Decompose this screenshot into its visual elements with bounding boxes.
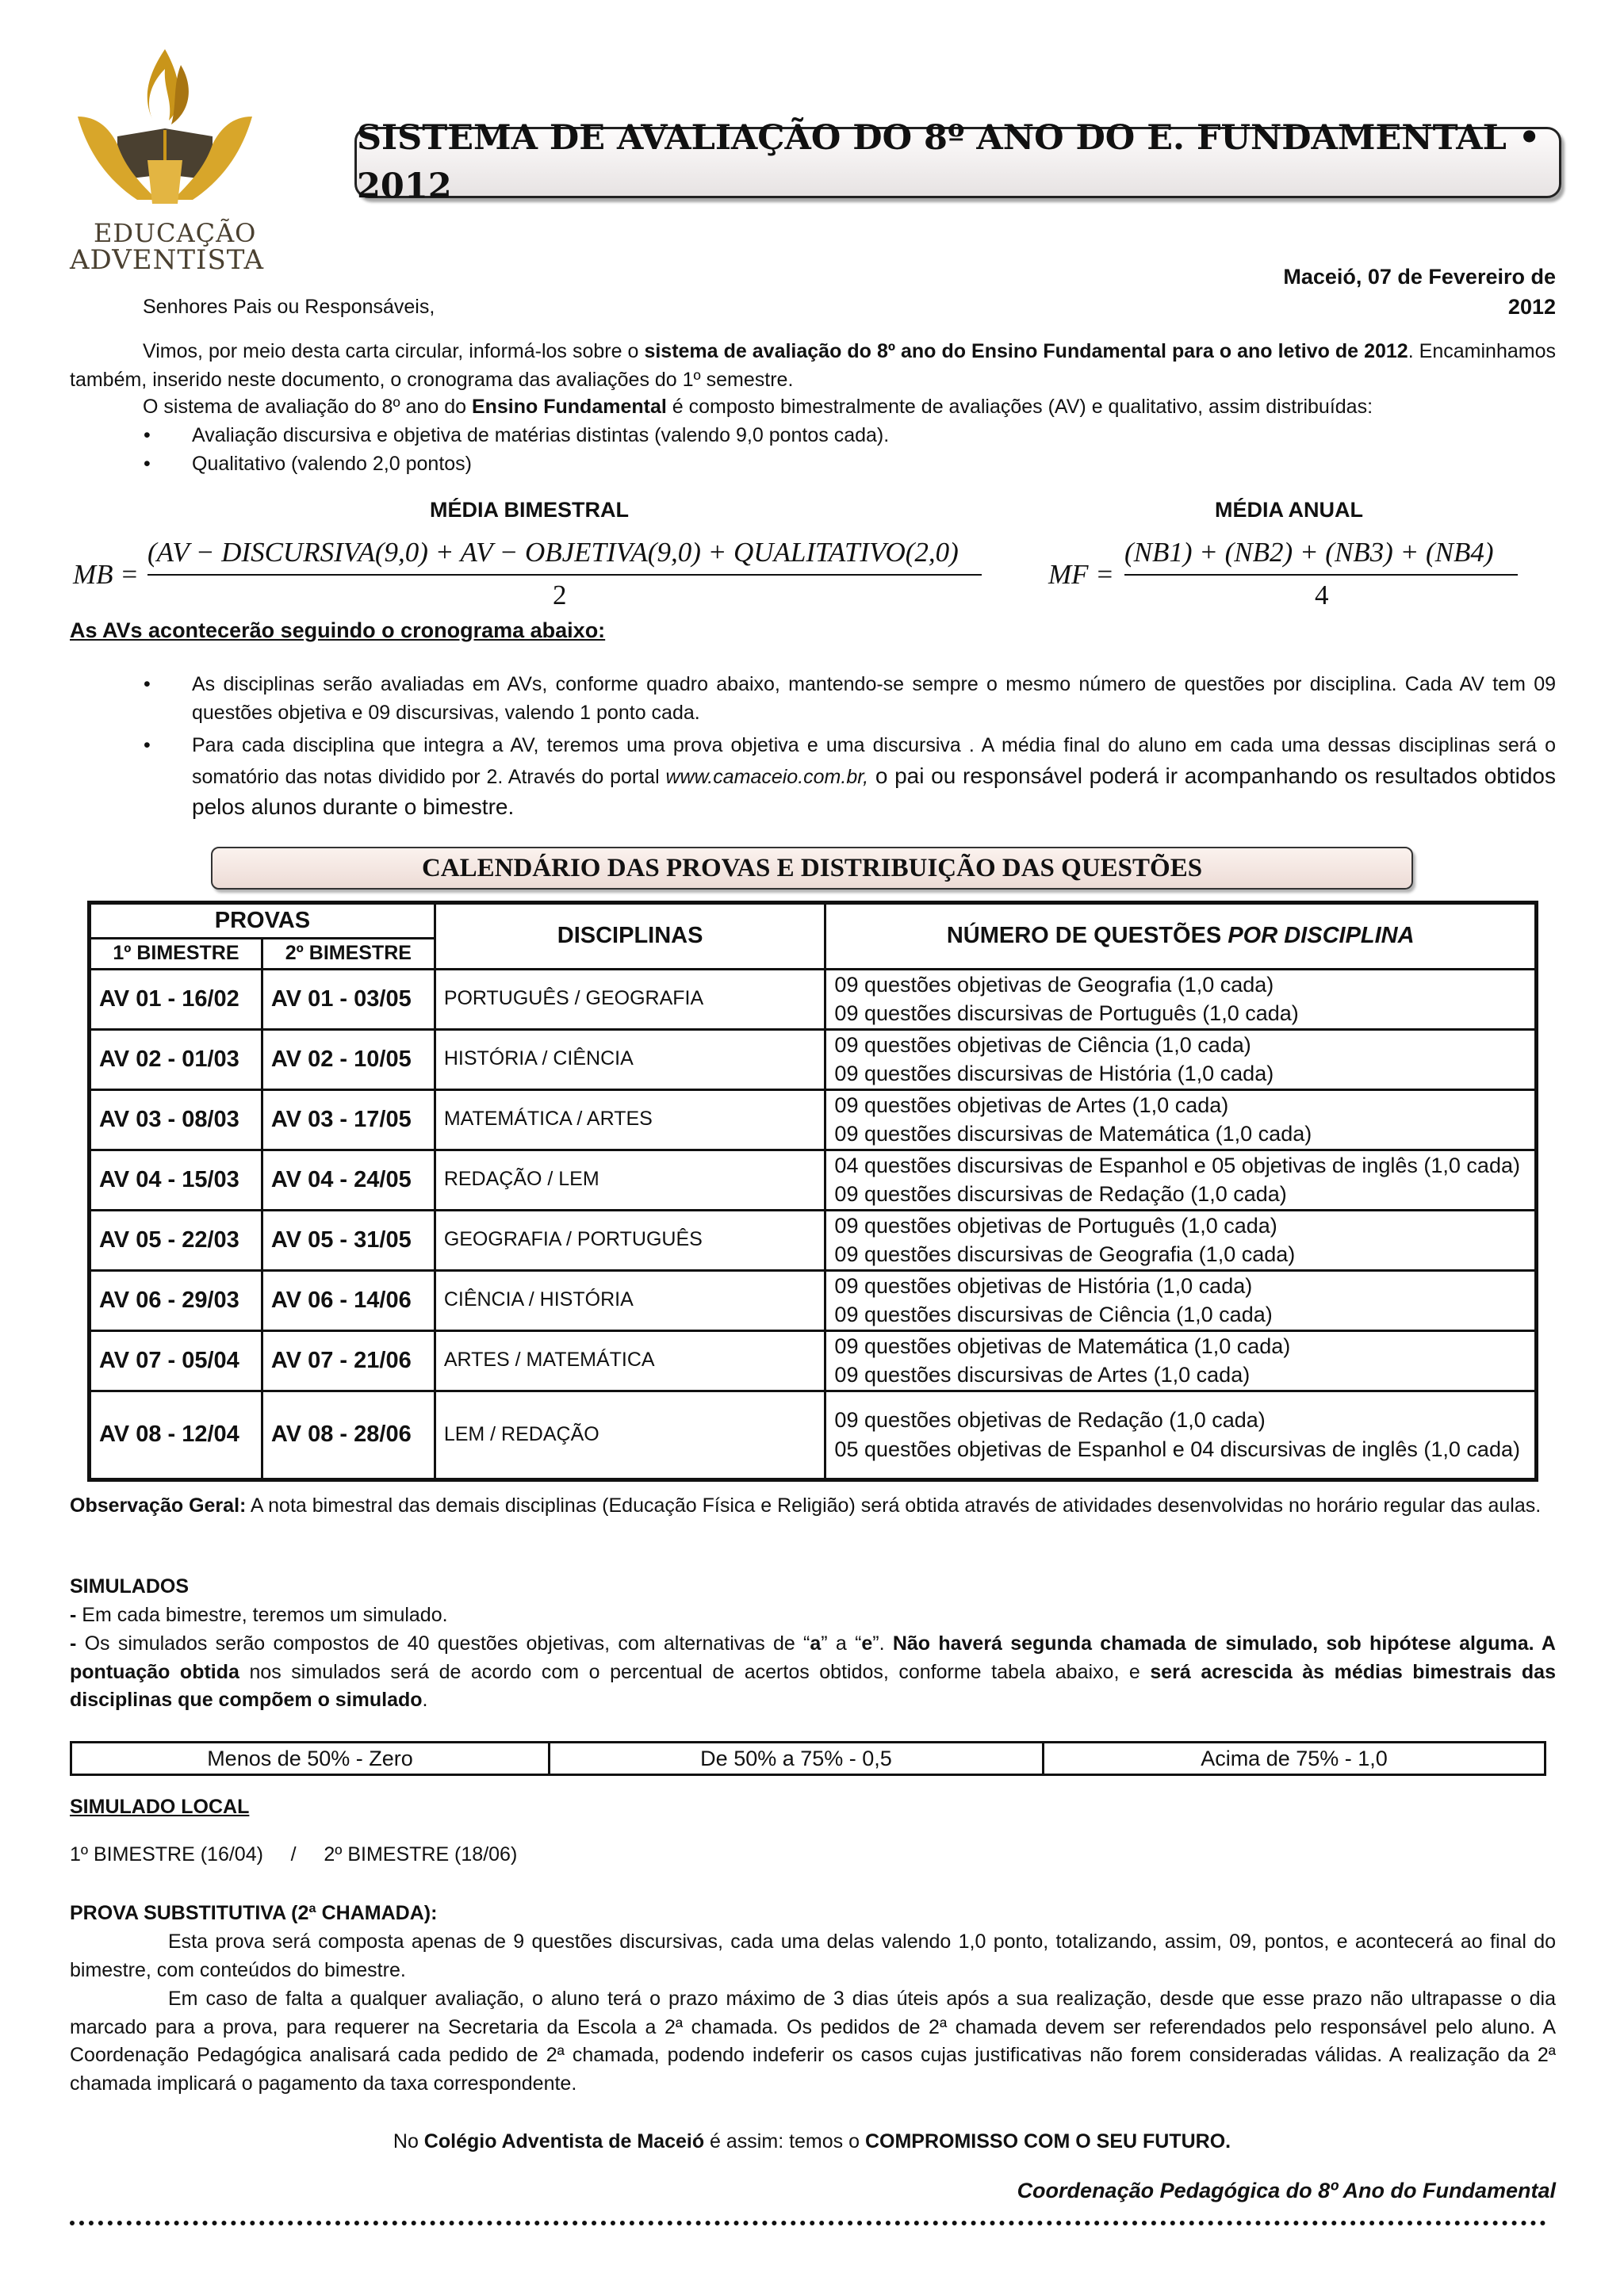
simulados-text-2b: ”.: [872, 1632, 893, 1655]
portal-link[interactable]: www.camaceio.com.br,: [665, 765, 869, 788]
table-row: [90, 1270, 1537, 1330]
header-bimestre-1: 1º BIMESTRE: [90, 939, 262, 970]
simulado-local-dates: 1º BIMESTRE (16/04) / 2º BIMESTRE (18/06): [70, 1843, 518, 1866]
letter-date: Maceió, 07 de Fevereiro de 2012: [1283, 265, 1556, 320]
intro-text-a: Vimos, por meio desta carta circular, informá-los sobre o: [143, 340, 645, 362]
intro-text-c: . Encaminhamos também, inserido neste documento, o cronograma das avaliações do 1º semestre.: [70, 340, 1556, 391]
simulados-text-2c: nos simulados será de acordo com o percentual de acertos obtidos, conforme tabela abaixo, e: [239, 1660, 1151, 1683]
components-list: [141, 422, 1556, 478]
simulados-text-mid: ” a “: [821, 1632, 862, 1655]
av-bimestre-1: AV 05 - 22/03: [90, 1210, 262, 1270]
table-row: [90, 1029, 1537, 1089]
substitutiva-paragraph-1: Esta prova será composta apenas de 9 questões discursivas, cada uma delas valendo 1,0 ponto, totalizando, assim, 09, pontos, e acontecerá ao final do bimestre, com conteúdos do bimestre.: [70, 1931, 1556, 1981]
questoes: [825, 1150, 1537, 1210]
dash: -: [70, 1632, 85, 1655]
signature: Coordenação Pedagógica do 8º Ano do Fundamental: [1017, 2179, 1556, 2202]
simulados-line-2: [70, 1630, 1556, 1715]
substitutiva-paragraph-2: Em caso de falta a qualquer avaliação, o aluno terá o prazo máximo de 3 dias úteis após a sua realização, desde que esse prazo não ultrapasse o dia marcado para a prova, para requerer na Secretaria da Escola a 2ª chamada. Os pedidos de 2ª chamada devem ser referendados pelo responsável pelo aluno. A Coordenação Pedagógica analisará cada pedido de 2ª chamada, podendo indeferir os casos cujas justificativas não forem consideradas válidas. A realização da 2ª chamada implicará o pagamento da taxa correspondente.: [70, 1988, 1556, 2095]
av-bimestre-2: AV 07 - 21/06: [262, 1330, 435, 1391]
alternative-a: a: [810, 1632, 822, 1655]
questoes-line-1: 09 questões objetivas de Artes (1,0 cada): [834, 1093, 1229, 1117]
dash: -: [70, 1604, 82, 1626]
school-name: Colégio Adventista de Maceió: [423, 2130, 705, 2152]
scale-high: Acima de 75% - 1,0: [1044, 1743, 1545, 1775]
simulados-line-1: [70, 1601, 1556, 1630]
intro-paragraph: [70, 338, 1556, 394]
av-bimestre-2: AV 05 - 31/05: [262, 1210, 435, 1270]
table-row: [90, 1150, 1537, 1210]
list-item: • As disciplinas serão avaliadas em AVs, conforme quadro abaixo, mantendo-se sempre o mesmo número de questões por disciplina. Cada AV tem 09 questões objetiva e 09 discursivas, valendo 1 ponto cada.: [141, 671, 1556, 727]
closing-text-b: é assim: temos o: [704, 2130, 865, 2152]
disciplinas: HISTÓRIA / CIÊNCIA: [435, 1029, 825, 1089]
av-bimestre-1: AV 03 - 08/03: [90, 1089, 262, 1150]
disciplinas: PORTUGUÊS / GEOGRAFIA: [435, 969, 825, 1029]
list-item: • Qualitativo (valendo 2,0 pontos): [141, 450, 1556, 479]
questoes-line-1: 09 questões objetivas de Redação (1,0 cada): [834, 1408, 1266, 1433]
table-row: [90, 1391, 1537, 1479]
schedule-table: [87, 901, 1538, 1482]
av-bimestre-2: AV 04 - 24/05: [262, 1150, 435, 1210]
av-bimestre-1: AV 08 - 12/04: [90, 1391, 262, 1479]
av-bimestre-1: AV 04 - 15/03: [90, 1150, 262, 1210]
questoes-line-2: 09 questões discursivas de Redação (1,0 cada): [834, 1182, 1287, 1207]
disciplinas: CIÊNCIA / HISTÓRIA: [435, 1270, 825, 1330]
questoes-line-1: 04 questões discursivas de Espanhol e 05 objetivas de inglês (1,0 cada): [834, 1153, 1520, 1177]
av-bimestre-2: AV 01 - 03/05: [262, 969, 435, 1029]
simulados-text-1: Em cada bimestre, teremos um simulado.: [82, 1604, 448, 1626]
header-disciplinas: DISCIPLINAS: [435, 903, 825, 970]
questoes-line-1: 09 questões objetivas de Ciência (1,0 cada): [834, 1032, 1251, 1057]
simulado-local-heading: SIMULADO LOCAL: [70, 1796, 250, 1818]
school-motto: COMPROMISSO COM O SEU FUTURO.: [864, 2130, 1231, 2152]
simulados-text-2a: Os simulados serão compostos de 40 questões objetivas, com alternativas de “: [84, 1632, 810, 1655]
av-bimestre-2: AV 02 - 10/05: [262, 1029, 435, 1089]
questoes: [825, 1270, 1537, 1330]
av-bimestre-2: AV 03 - 17/05: [262, 1089, 435, 1150]
page-title: SISTEMA DE AVALIAÇÃO DO 8º ANO DO E. FUNDAMENTAL • 2012: [354, 127, 1561, 198]
mf-title: MÉDIA ANUAL: [1215, 498, 1363, 522]
table-row: [90, 969, 1537, 1029]
table-row: [90, 1330, 1537, 1391]
questoes: [825, 969, 1537, 1029]
table-row: [90, 1210, 1537, 1270]
header-numero-text: NÚMERO DE QUESTÕES: [946, 923, 1228, 949]
questoes-line-2: 09 questões discursivas de História (1,0 cada): [834, 1062, 1274, 1086]
questoes: [825, 1210, 1537, 1270]
list-item: • Avaliação discursiva e objetiva de matérias distintas (valendo 9,0 pontos cada).: [141, 422, 1556, 450]
scale-mid: De 50% a 75% - 0,5: [550, 1743, 1044, 1775]
intro-text-bold: sistema de avaliação do 8º ano do Ensino Fundamental para o ano letivo de 2012: [644, 340, 1408, 362]
av-bimestre-1: AV 07 - 05/04: [90, 1330, 262, 1391]
questoes: [825, 1089, 1537, 1150]
header-provas: PROVAS: [90, 903, 435, 939]
schedule-heading: As AVs acontecerão seguindo o cronograma abaixo:: [70, 618, 606, 642]
header-por-disciplina: POR DISCIPLINA: [1228, 923, 1415, 949]
disciplinas: MATEMÁTICA / ARTES: [435, 1089, 825, 1150]
logo-text-line2: ADVENTISTA: [70, 244, 265, 276]
mf-numerator: (NB1) + (NB2) + (NB3) + (NB4): [1124, 537, 1494, 568]
system-text-c: é composto bimestralmente de avaliações (AV) e qualitativo, assim distribuídas:: [666, 396, 1373, 418]
av-bimestre-1: AV 01 - 16/02: [90, 969, 262, 1029]
score-scale-table: [70, 1741, 1546, 1776]
questoes-line-1: 09 questões objetivas de Português (1,0 cada): [834, 1213, 1277, 1238]
alternative-e: e: [861, 1632, 873, 1655]
av-bimestre-1: AV 02 - 01/03: [90, 1029, 262, 1089]
logo-text-line1: EDUCAÇÃO: [94, 218, 257, 248]
mb-denominator: 2: [553, 580, 567, 610]
disciplinas: REDAÇÃO / LEM: [435, 1150, 825, 1210]
questoes-line-2: 09 questões discursivas de Artes (1,0 cada): [834, 1363, 1251, 1387]
system-paragraph: [143, 393, 1556, 422]
scale-low: Menos de 50% - Zero: [71, 1743, 550, 1775]
list-item: [141, 732, 1556, 823]
questoes: [825, 1029, 1537, 1089]
mb-numerator: (AV − DISCURSIVA(9,0) + AV − OBJETIVA(9,0) + QUALITATIVO(2,0): [147, 537, 959, 568]
mb-title: MÉDIA BIMESTRAL: [430, 498, 629, 522]
system-text-bold: Ensino Fundamental: [471, 396, 667, 418]
questoes-line-2: 09 questões discursivas de Ciência (1,0 cada): [834, 1303, 1273, 1327]
table-row: [90, 1089, 1537, 1150]
av-bimestre-1: AV 06 - 29/03: [90, 1270, 262, 1330]
mb-lhs: MB =: [73, 559, 139, 590]
schedule-rules-list: [141, 671, 1556, 823]
header-numero-questoes: [825, 903, 1537, 970]
general-observation: [70, 1492, 1556, 1521]
system-text-a: O sistema de avaliação do 8º ano do: [143, 396, 472, 418]
disciplinas: ARTES / MATEMÁTICA: [435, 1330, 825, 1391]
calendar-title: CALENDÁRIO DAS PROVAS E DISTRIBUIÇÃO DAS QUESTÕES: [211, 847, 1413, 890]
simulados-heading: SIMULADOS: [70, 1575, 189, 1598]
closing-text-a: No: [393, 2130, 424, 2152]
rule-text-b: o pai ou responsável poderá ir acompanhando os resultados obtidos pelos alunos durante o bimestre.: [192, 763, 1556, 820]
questoes-line-2: 05 questões objetivas de Espanhol e 04 discursivas de inglês (1,0 cada): [834, 1437, 1520, 1461]
questoes-line-1: 09 questões objetivas de Matemática (1,0 cada): [834, 1334, 1291, 1358]
table-row: [71, 1743, 1545, 1775]
questoes-line-2: 09 questões discursivas de Matemática (1,0 cada): [834, 1122, 1312, 1146]
substitutiva-heading: PROVA SUBSTITUTIVA (2ª CHAMADA):: [70, 1902, 438, 1924]
questoes: [825, 1391, 1537, 1479]
questoes-line-1: 09 questões objetivas de História (1,0 cada): [834, 1273, 1253, 1298]
av-bimestre-2: AV 08 - 28/06: [262, 1391, 435, 1479]
flame-hands-emblem-icon: [70, 41, 260, 224]
observation-text: A nota bimestral das demais disciplinas (Educação Física e Religião) será obtida através de atividades desenvolvidas no horário regular das aulas.: [246, 1494, 1542, 1517]
observation-label: Observação Geral:: [70, 1494, 247, 1517]
questoes-line-1: 09 questões objetivas de Geografia (1,0 cada): [834, 972, 1274, 997]
rule-text-a: Para cada disciplina que integra a AV, teremos uma prova objetiva e uma discursiva . A média final do aluno em cada uma dessas disciplinas será o somatório das notas dividido por 2. Através do portal: [192, 734, 1556, 788]
dotted-divider: [70, 2214, 1546, 2225]
mf-denominator: 4: [1315, 580, 1329, 610]
av-bimestre-2: AV 06 - 14/06: [262, 1270, 435, 1330]
greeting: Senhores Pais ou Responsáveis,: [143, 296, 435, 318]
educacao-adventista-logo: [70, 41, 265, 276]
simulados-bold-2: será acrescida às médias bimestrais das disciplinas que compõem o simulado: [70, 1660, 1556, 1711]
disciplinas: GEOGRAFIA / PORTUGUÊS: [435, 1210, 825, 1270]
questoes-line-2: 09 questões discursivas de Geografia (1,0 cada): [834, 1242, 1296, 1267]
simulados-bold-1: Não haverá segunda chamada de simulado, sob hipótese alguma. A pontuação obtida: [70, 1632, 1556, 1683]
mf-lhs: MF =: [1048, 559, 1114, 590]
header-bimestre-2: 2º BIMESTRE: [262, 939, 435, 970]
questoes: [825, 1330, 1537, 1391]
disciplinas: LEM / REDAÇÃO: [435, 1391, 825, 1479]
questoes-line-2: 09 questões discursivas de Português (1,0 cada): [834, 1001, 1299, 1026]
simulados-text-2d: .: [422, 1689, 428, 1711]
closing-line: [0, 2128, 1624, 2156]
